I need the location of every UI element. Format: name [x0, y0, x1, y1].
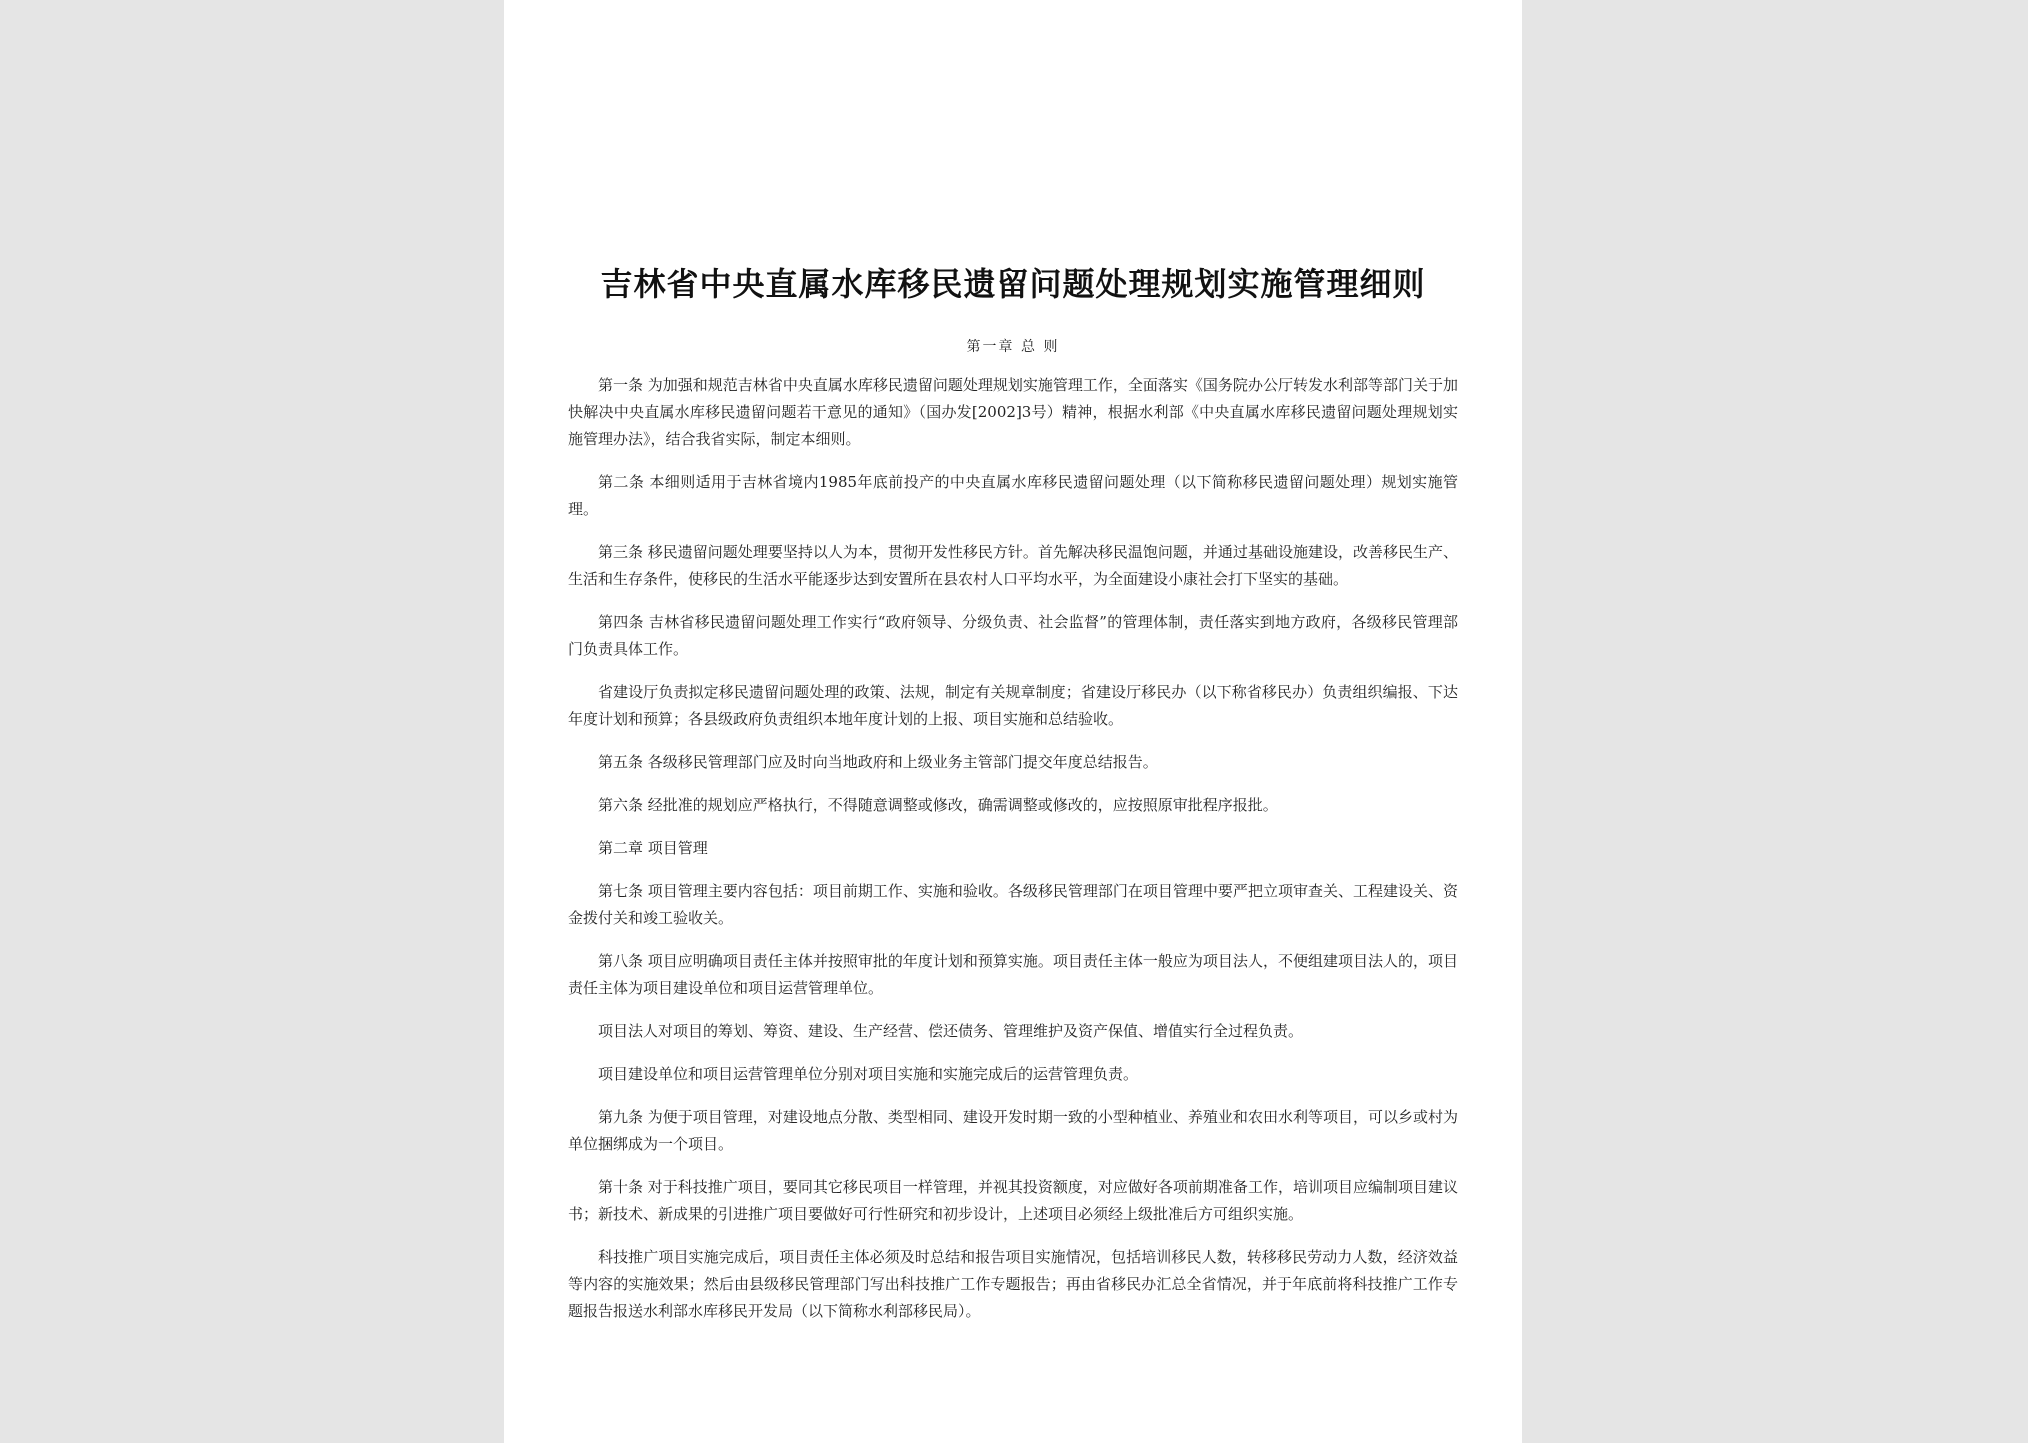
article-4-paragraph-2: 省建设厅负责拟定移民遗留问题处理的政策、法规，制定有关规章制度；省建设厅移民办（以下称省移民办）负责组织编报、下达年度计划和预算；各县级政府负责组织本地年度计划的上报、项目实施和总结验收。 [568, 683, 1458, 728]
article-3: 第三条 移民遗留问题处理要坚持以人为本，贯彻开发性移民方针。首先解决移民温饱问题，并通过基础设施建设，改善移民生产、生活和生存条件，使移民的生活水平能逐步达到安置所在县农村人口平均水平，为全面建设小康社会打下坚实的基础。 [568, 543, 1458, 588]
article-10: 第十条 对于科技推广项目，要同其它移民项目一样管理，并视其投资额度，对应做好各项前期准备工作，培训项目应编制项目建议书；新技术、新成果的引进推广项目要做好可行性研究和初步设计，上述项目必须经上级批准后方可组织实施。 [568, 1178, 1458, 1223]
document-page [504, 0, 1522, 1443]
chapter-1-heading: 第一章 总 则 [966, 339, 1060, 355]
article-8-paragraph-3: 项目建设单位和项目运营管理单位分别对项目实施和实施完成后的运营管理负责。 [598, 1065, 1139, 1083]
article-6: 第六条 经批准的规划应严格执行，不得随意调整或修改，确需调整或修改的，应按照原审批程序报批。 [598, 796, 1278, 814]
article-10-paragraph-2: 科技推广项目实施完成后，项目责任主体必须及时总结和报告项目实施情况，包括培训移民人数，转移移民劳动力人数，经济效益等内容的实施效果；然后由县级移民管理部门写出科技推广工作专题报告；再由省移民办汇总全省情况，并于年底前将科技推广工作专题报告报送水利部水库移民开发局（以下简称水利部移民局）。 [568, 1248, 1458, 1320]
article-1: 第一条 为加强和规范吉林省中央直属水库移民遗留问题处理规划实施管理工作，全面落实《国务院办公厅转发水利部等部门关于加快解决中央直属水库移民遗留问题若干意见的通知》（国办发[2002]3号）精神，根据水利部《中央直属水库移民遗留问题处理规划实施管理办法》，结合我省实际，制定本细则。 [568, 376, 1458, 448]
document-title: 吉林省中央直属水库移民遗留问题处理规划实施管理细则 [600, 265, 1426, 303]
article-5: 第五条 各级移民管理部门应及时向当地政府和上级业务主管部门提交年度总结报告。 [598, 753, 1158, 771]
article-8: 第八条 项目应明确项目责任主体并按照审批的年度计划和预算实施。项目责任主体一般应为项目法人，不便组建项目法人的，项目责任主体为项目建设单位和项目运营管理单位。 [568, 952, 1458, 997]
article-4: 第四条 吉林省移民遗留问题处理工作实行“政府领导、分级负责、社会监督”的管理体制，责任落实到地方政府，各级移民管理部门负责具体工作。 [568, 613, 1458, 658]
article-7: 第七条 项目管理主要内容包括：项目前期工作、实施和验收。各级移民管理部门在项目管理中要严把立项审查关、工程建设关、资金拨付关和竣工验收关。 [568, 882, 1458, 927]
article-9: 第九条 为便于项目管理，对建设地点分散、类型相同、建设开发时期一致的小型种植业、养殖业和农田水利等项目，可以乡或村为单位捆绑成为一个项目。 [568, 1108, 1458, 1153]
article-8-paragraph-2: 项目法人对项目的筹划、筹资、建设、生产经营、偿还债务、管理维护及资产保值、增值实行全过程负责。 [598, 1022, 1304, 1040]
chapter-2-heading: 第二章 项目管理 [598, 839, 708, 857]
article-2: 第二条 本细则适用于吉林省境内1985年底前投产的中央直属水库移民遗留问题处理（以下简称移民遗留问题处理）规划实施管理。 [568, 473, 1458, 518]
